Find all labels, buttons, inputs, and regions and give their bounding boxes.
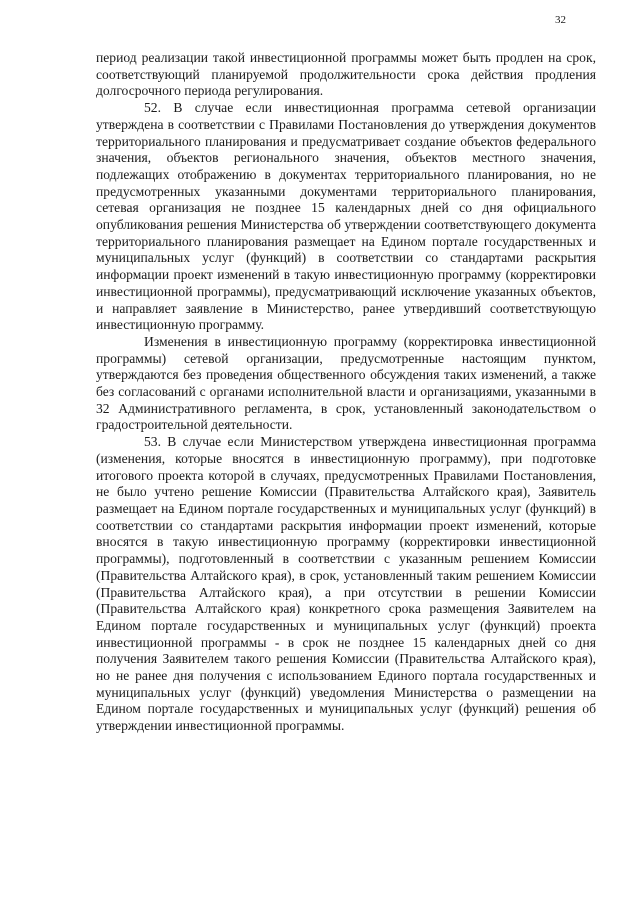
paragraph-52: 52. В случае если инвестиционная программа сетевой организации утверждена в соответствии с Правилами Постановления до утверждения документов территориального планирования и предусматривает создание объектов федерального значения, объектов регионального значения, объектов местного значения, подлежащих отображению в документах территориального планирования, но не предусмотренных указанными документами территориального планирования, сетевая организация не позднее 15 календарных дней со дня официального опубликования решения Министерства об утверждении соответствующего документа территориального планирования размещает на Едином портале государственных и муниципальных услуг (функций) в соответствии со стандартами раскрытия информации проект изменений в такую инвестиционную программу (корректировки инвестиционной программы), предусматривающий исключение указанных объектов, и направляет заявление в Министерство, ранее утвердивший соответствующую инвестиционную программу.: [96, 100, 596, 333]
paragraph-53: 53. В случае если Министерством утверждена инвестиционная программа (изменения, которые вносятся в инвестиционную программу), при подготовке итогового проекта которой в случаях, предусмотренных Правилами Постановления, не было учтено решение Комиссии (Правительства Алтайского края), Заявитель размещает на Едином портале государственных и муниципальных услуг (функций) в соответствии со стандартами раскрытия информации проект изменений, которые вносятся в такую инвестиционную программу (корректировки инвестиционной программы), подготовленный в соответствии с указанным решением Комиссии (Правительства Алтайского края), в срок, установленный таким решением Комиссии (Правительства Алтайского края), а при отсутствии в решении Комиссии (Правительства Алтайского края) конкретного срока размещения Заявителем на Едином портале государственных и муниципальных услуг (функций) проекта инвестиционной программы - в срок не позднее 15 календарных дней со дня получения Заявителем такого решения Комиссии (Правительства Алтайского края), но не ранее дня получения с использованием Единого портала государственных и муниципальных услуг (функций) уведомления Министерства о размещении на Едином портале государственных и муниципальных услуг (функций) решения об утверждении инвестиционной программы.: [96, 434, 596, 734]
paragraph-continuation: период реализации такой инвестиционной программы может быть продлен на срок, соответствующий планируемой продолжительности срока действия продления долгосрочного периода регулирования.: [96, 50, 596, 99]
document-body: [96, 50, 596, 735]
paragraph-changes: Изменения в инвестиционную программу (корректировка инвестиционной программы) сетевой организации, предусмотренные настоящим пунктом, утверждаются без проведения общественного обсуждения таких изменений, а также без согласований с органами исполнительной власти и организациями, указанными в 32 Административного регламента, в срок, установленный законодательством о градостроительной деятельности.: [96, 333, 596, 433]
page-number: 32: [555, 14, 566, 26]
